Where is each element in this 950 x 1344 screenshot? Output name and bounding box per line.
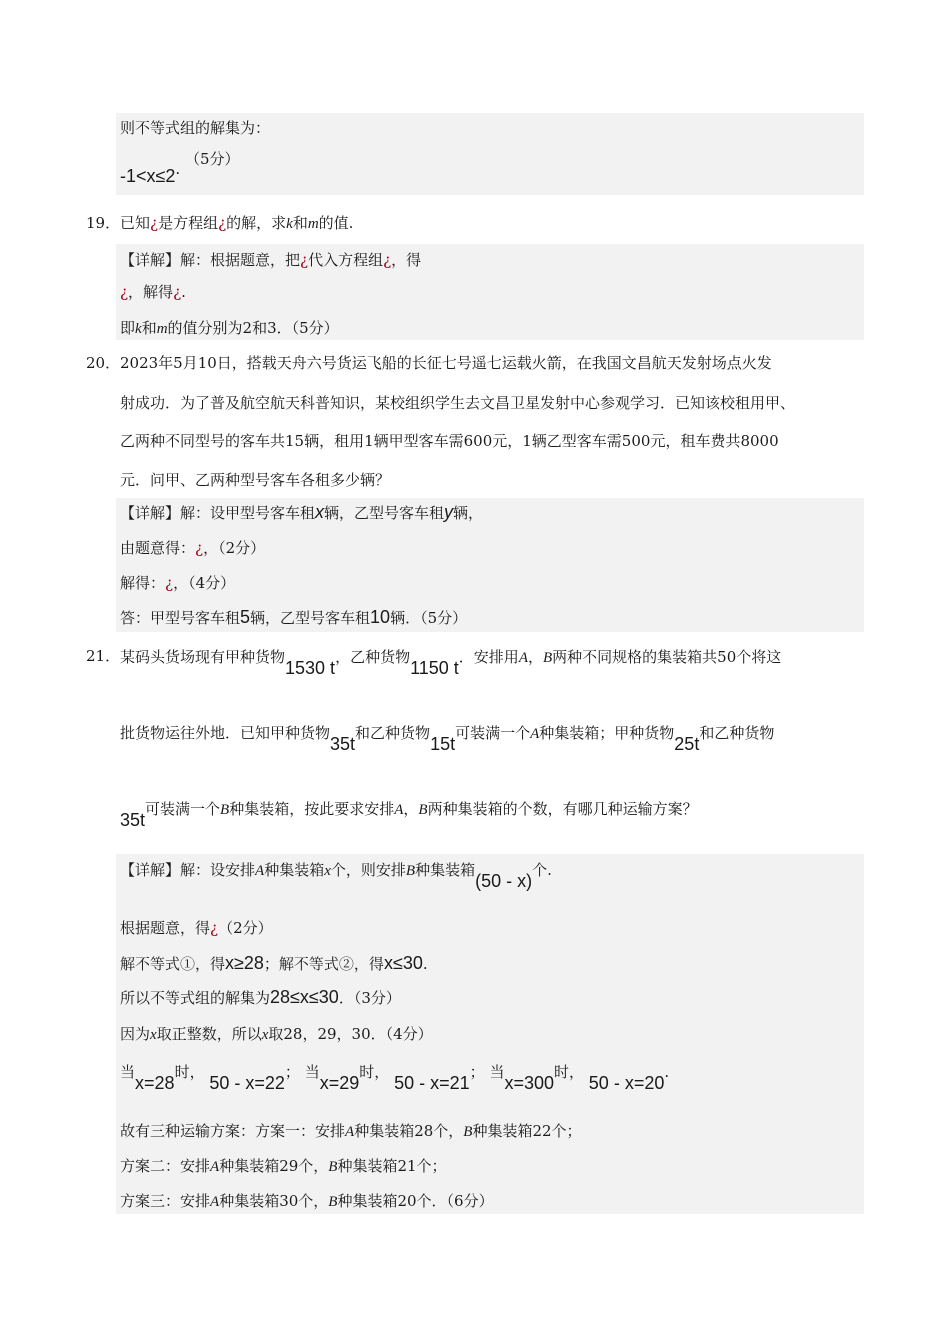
- q19-d2-b: .: [181, 283, 186, 301]
- q20-d4-a: 答：甲型号客车租: [120, 609, 241, 627]
- q18-answer: [120, 150, 240, 186]
- q21-d6-m3: x=29: [319, 1073, 360, 1093]
- q21-d5-b: 取正整数，所以: [156, 1025, 262, 1043]
- q21-d6-t3: 时，: [554, 1063, 585, 1081]
- q19-q-c: 的解，求: [226, 214, 287, 232]
- q20-d1-x: x: [315, 502, 325, 522]
- q20-d1-y: y: [444, 502, 454, 522]
- q21-d3-m1: x≥28: [225, 953, 264, 973]
- q21-l2-c: 可装满一个: [455, 724, 531, 742]
- q20-d3-glyph: ¿: [165, 574, 174, 592]
- q20-d1-c: 辆，: [453, 504, 484, 522]
- q21-d1-b: 种集装箱: [264, 861, 325, 879]
- q20-d4-c: 辆．（5分）: [390, 609, 468, 627]
- q21-d8-A: A: [210, 1159, 220, 1175]
- q21-d7-B: B: [463, 1124, 473, 1140]
- q21-d6-m4: 50 - x=21: [394, 1073, 470, 1093]
- q21-d6-s2: ；: [469, 1063, 485, 1081]
- q20-number: 20．: [86, 354, 121, 372]
- q21-d1-x: x: [324, 863, 331, 879]
- q19-q-b: 是方程组: [158, 214, 219, 232]
- q19-detail-1: [120, 250, 421, 270]
- q21-d6-s1: ；: [284, 1063, 300, 1081]
- q19-d1-a: 【详解】解：根据题意，把: [120, 251, 301, 269]
- q21-l3-m1: 35t: [120, 810, 146, 830]
- q21-d3-m2: x≤30: [383, 953, 423, 973]
- q21-d1-c: 个，则安排: [330, 861, 406, 879]
- q20-d3-a: 解得：: [120, 574, 166, 592]
- q21-d6-w1: 当: [120, 1063, 136, 1081]
- q21-d4-m: 28≤x≤30: [270, 987, 339, 1007]
- q21-l2-d: 种集装箱；甲种货物: [539, 724, 675, 742]
- q19-d1-c: ，得: [391, 251, 422, 269]
- q20-para-1: 2023年5月10日，搭载天舟六号货运飞船的长征七号遥七运载火箭，在我国文昌航天发射场点火发: [120, 354, 772, 372]
- q21-l3-B2: B: [418, 802, 428, 818]
- q20-d4-5: 5: [240, 607, 251, 627]
- q18-score: （5分）: [184, 150, 240, 168]
- q21-l3-d: 两种集装箱的个数，有哪几种运输方案？: [427, 800, 698, 818]
- q21-l2-b: 和乙种货物: [355, 724, 431, 742]
- q20-detail-1: [120, 502, 483, 523]
- q21-l1-B: B: [543, 650, 553, 666]
- q21-d6-t2: 时，: [359, 1063, 390, 1081]
- q21-detail-5: [120, 1024, 433, 1045]
- q21-l1-e: 两种不同规格的集装箱共50个将这: [552, 648, 782, 666]
- q21-d5-x2: x: [261, 1027, 269, 1043]
- q19-d1-glyph1: ¿: [300, 251, 309, 269]
- q21-d4-b: ．（3分）: [338, 989, 401, 1007]
- q21-detail-4: [120, 987, 401, 1008]
- q19-number: 19．: [86, 214, 121, 232]
- q21-l1-A: A: [518, 650, 528, 666]
- q21-l3-a: 可装满一个: [145, 800, 221, 818]
- q21-l2-a: 批货物运往外地．已知甲种货物: [120, 724, 331, 742]
- q21-d1-a: 【详解】解：设安排: [120, 861, 256, 879]
- q21-l1-m2: 1150 t: [410, 658, 459, 678]
- q21-d6-end: .: [664, 1063, 670, 1081]
- q19-q-glyph2: ¿: [218, 214, 227, 232]
- q21-line-2: [120, 722, 775, 754]
- q19-d3-c: 的值分别为2和3．（5分）: [167, 319, 339, 337]
- q21-line-1: [120, 646, 782, 678]
- q21-l2-A: A: [530, 726, 540, 742]
- q20-d2-b: ，（2分）: [203, 539, 266, 557]
- q21-d1-d: 种集装箱: [415, 861, 476, 879]
- q21-l3-A2: A: [394, 802, 404, 818]
- q21-l1-d: ，: [527, 648, 543, 666]
- q19-q-d: 和: [292, 214, 308, 232]
- q21-d8-b: 种集装箱29个，: [219, 1157, 329, 1175]
- q20-detail-3: [120, 573, 235, 593]
- q21-d7-A: A: [345, 1124, 355, 1140]
- q19-d3-k: k: [135, 321, 142, 337]
- q20-d3-b: ，（4分）: [173, 574, 236, 592]
- q20-para-2: 射成功．为了普及航空航天科普知识，某校组织学生去文昌卫星发射中心参观学习．已知该校租用甲、: [120, 394, 796, 412]
- q19-q-m: m: [307, 216, 319, 232]
- q21-d4-a: 所以不等式组的解集为: [120, 989, 271, 1007]
- q21-d9-a: 方案三：安排: [120, 1192, 211, 1210]
- q20-para-4: 元．问甲、乙两种型号客车各租多少辆？: [120, 471, 391, 489]
- q21-l2-m1: 35t: [330, 734, 356, 754]
- q21-d1-m: (50 - x): [475, 871, 533, 891]
- q21-d6-m1: x=28: [135, 1073, 175, 1093]
- q19-q-a: 已知: [120, 214, 151, 232]
- q18-line1: [120, 118, 270, 138]
- q21-d6-w2: 当: [304, 1063, 320, 1081]
- q21-d7-b: 种集装箱28个，: [354, 1122, 464, 1140]
- q21-d9-b: 种集装箱30个，: [219, 1192, 329, 1210]
- q21-l2-e: 和乙种货物: [699, 724, 775, 742]
- q19-q-e: 的值.: [318, 214, 354, 232]
- q21-d2-b: （2分）: [218, 919, 273, 937]
- q21-detail-1: [120, 859, 552, 891]
- q21-d7-a: 故有三种运输方案：方案一：安排: [120, 1122, 346, 1140]
- q21-d6-t1: 时，: [174, 1063, 205, 1081]
- q21-l2-m2: 15t: [430, 734, 456, 754]
- q18-answer-dot: .: [175, 160, 181, 178]
- q21-l1-a: 某码头货场现有甲种货物: [120, 648, 286, 666]
- q21-detail-9: [120, 1191, 494, 1212]
- q20-para-3: 乙两种不同型号的客车共15辆，租用1辆甲型客车需600元，1辆乙型客车需500元，租车费共8000: [120, 432, 779, 450]
- q19-d3-b: 和: [141, 319, 157, 337]
- q21-d6-m6: 50 - x=20: [588, 1073, 665, 1093]
- q21-d9-B: B: [328, 1194, 338, 1210]
- q21-d7-c: 种集装箱22个；: [472, 1122, 582, 1140]
- q19-d2-a: ，解得: [128, 283, 174, 301]
- q21-detail-7: [120, 1121, 582, 1142]
- q21-d1-B: B: [405, 863, 416, 879]
- q21-l3-B: B: [220, 802, 230, 818]
- q21-l1-b: ，乙种货物: [335, 648, 411, 666]
- q21-detail-3: [120, 953, 428, 974]
- q21-number: 21．: [86, 647, 121, 665]
- q21-d8-B: B: [328, 1159, 338, 1175]
- q21-d1-A: A: [255, 863, 265, 879]
- q20-d1-a: 【详解】解：设甲型号客车租: [120, 504, 316, 522]
- q20-detail-4: [120, 607, 467, 628]
- q21-l3-b: 种集装箱，按此要求安排: [229, 800, 395, 818]
- q19-d3-m: m: [156, 321, 168, 337]
- q19-q-k: k: [286, 216, 293, 232]
- q19-detail-3: [120, 318, 339, 339]
- q21-d2-glyph: ¿: [210, 919, 219, 937]
- q21-d3-a: 解不等式①，得: [120, 955, 226, 973]
- q20-detail-2: [120, 538, 265, 558]
- q19-question: [120, 213, 353, 234]
- q21-l3-c: ，: [403, 800, 419, 818]
- q20-d1-b: 辆，乙型号客车租: [324, 504, 445, 522]
- q20-d2-glyph: ¿: [195, 539, 204, 557]
- q21-detail-2: [120, 918, 273, 938]
- q19-q-glyph1: ¿: [150, 214, 159, 232]
- q21-d6-m2: 50 - x=22: [209, 1073, 285, 1093]
- q21-l2-m3: 25t: [674, 734, 700, 754]
- q19-d1-b: 代入方程组: [308, 251, 384, 269]
- q21-l1-c: ．安排用: [458, 648, 519, 666]
- q21-d6-w3: 当: [489, 1063, 505, 1081]
- q19-d2-glyph2: ¿: [173, 283, 182, 301]
- q21-d9-c: 种集装箱20个．（6分）: [337, 1192, 494, 1210]
- q21-detail-8: [120, 1156, 447, 1177]
- q21-d2-a: 根据题意，得: [120, 919, 211, 937]
- q21-d8-a: 方案二：安排: [120, 1157, 211, 1175]
- q21-d3-c: .: [422, 955, 428, 973]
- q21-detail-6: [120, 1061, 670, 1093]
- q19-detail-2: [120, 282, 186, 302]
- q21-d8-c: 种集装箱21个；: [337, 1157, 447, 1175]
- q21-d6-m5: x=300: [504, 1073, 554, 1093]
- q21-line-3: [120, 798, 698, 830]
- q18-line1-text: 则不等式组的解集为：: [120, 119, 271, 137]
- q21-d5-x: x: [150, 1027, 157, 1043]
- q18-answer-math: -1<x≤2: [120, 166, 176, 186]
- q19-d3-a: 即: [120, 319, 136, 337]
- q21-d5-a: 因为: [120, 1025, 151, 1043]
- q21-d9-A: A: [210, 1194, 220, 1210]
- q20-d4-10: 10: [370, 607, 391, 627]
- q20-d4-b: 辆，乙型号客车租: [250, 609, 371, 627]
- q21-d3-b: ；解不等式②，得: [263, 955, 384, 973]
- q21-l1-m1: 1530 t: [285, 658, 336, 678]
- q21-d5-c: 取28，29，30．（4分）: [268, 1025, 433, 1043]
- q19-d1-glyph2: ¿: [383, 251, 392, 269]
- q19-d2-glyph1: ¿: [120, 283, 129, 301]
- q20-d2-a: 由题意得：: [120, 539, 196, 557]
- q21-d1-e: 个.: [532, 861, 552, 879]
